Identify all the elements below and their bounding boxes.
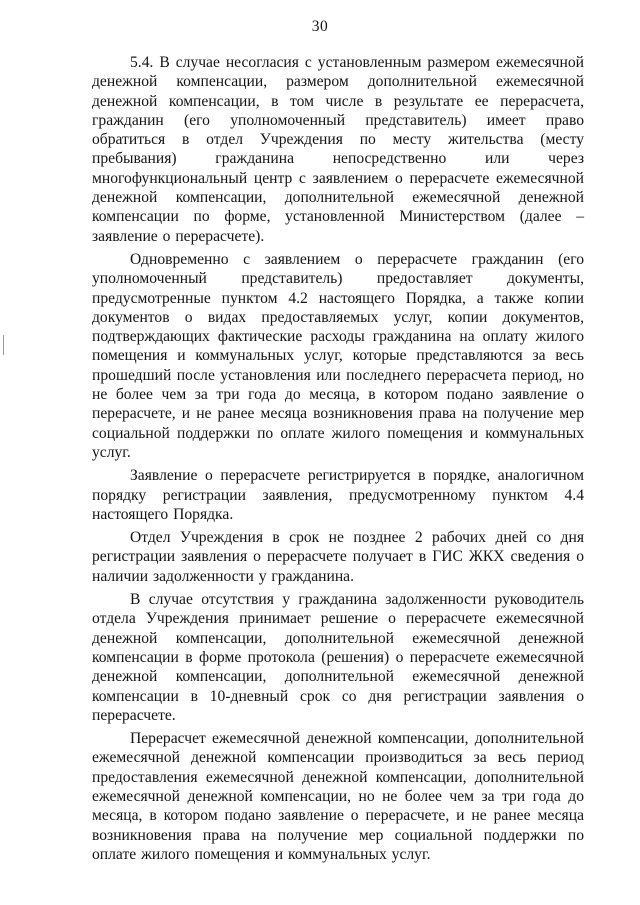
paragraph-recalculation-period: Перерасчет ежемесячной денежной компенсации, дополнительной ежемесячной денежной компенсации производиться за весь период предоставления ежемесячной денежной компенсации, дополнительной ежемесячной денежной компенсации, но не более чем за три года до месяца, в котором подано заявление о перерасчете, и не ранее месяца возникновения права на получение мер социальной поддержки по оплате жилого помещения и коммунальных услуг.	[92, 730, 584, 863]
paragraph-5-4: 5.4. В случае несогласия с установленным размером ежемесячной денежной компенсации, размером дополнительной ежемесячной денежной компенсации, в том числе в результате ее перерасчета, гражданин (его уполномоченный представитель) имеет право обратиться в отдел Учреждения по месту жительства (месту пребывания) гражданина непосредственно или через многофункциональный центр с заявлением о перерасчете ежемесячной денежной компенсации, дополнительной ежемесячной денежной компенсации по форме, установленной Министерством (далее – заявление о перерасчете).	[92, 54, 584, 245]
paragraph-registration: Заявление о перерасчете регистрируется в порядке, аналогичном порядку регистрации заявления, предусмотренному пунктом 4.4 настоящего Порядка.	[92, 467, 584, 523]
paragraph-decision: В случае отсутствия у гражданина задолженности руководитель отдела Учреждения принимает решение о перерасчете ежемесячной денежной компенсации, дополнительной ежемесячной денежной компенсации в форме протокола (решения) о перерасчете ежемесячной денежной компенсации, дополнительной ежемесячной денежной компенсации в 10-дневный срок со дня регистрации заявления о перерасчете.	[92, 591, 584, 724]
scan-margin-mark	[3, 335, 4, 355]
document-body	[92, 53, 584, 868]
paragraph-debt-check: Отдел Учреждения в срок не позднее 2 рабочих дней со дня регистрации заявления о перерасчете получает в ГИС ЖКХ сведения о наличии задолженности у гражданина.	[92, 529, 584, 585]
page-number: 30	[311, 18, 329, 35]
paragraph-documents: Одновременно с заявлением о перерасчете гражданин (его уполномоченный представитель) предоставляет документы, предусмотренные пунктом 4.2 настоящего Порядка, а также копии документов о видах предоставляемых услуг, копии документов, подтверждающих фактические расходы гражданина на оплату жилого помещения и коммунальных услуг, которые представляются за весь прошедший после установления или последнего перерасчета период, но не более чем за три года до месяца, в котором подано заявление о перерасчете, и не ранее месяца возникновения права на получение мер социальной поддержки по оплате жилого помещения и коммунальных услуг.	[92, 250, 584, 461]
